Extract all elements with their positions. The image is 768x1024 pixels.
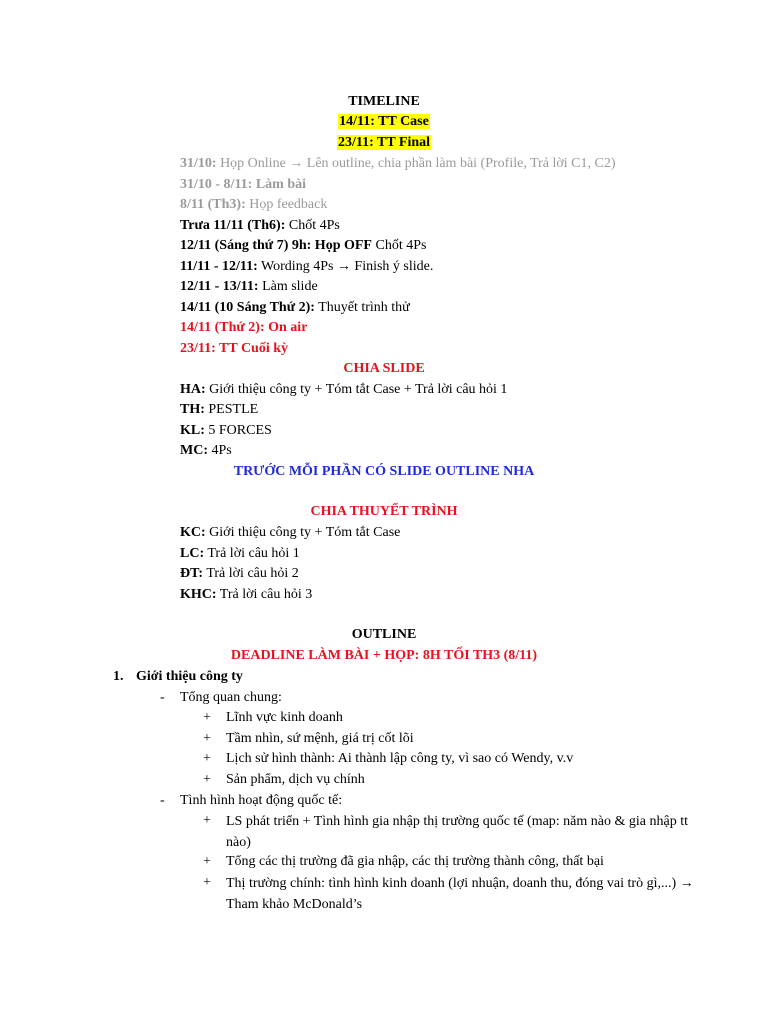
item-label: 31/10: [180,156,217,171]
item-label: HA: [180,382,206,397]
item-text: Giới thiệu công ty + Tóm tắt Case [205,525,401,540]
plus-marker: + [203,731,211,746]
timeline-item-on-air [180,318,307,338]
item-text: Làm bài [252,177,307,192]
sub-item: Tổng quan chung: [180,690,282,705]
item-text: Làm slide [258,279,318,294]
presentation-assignment [180,564,299,584]
chia-slide-title: CHIA SLIDE [343,361,425,376]
presentation-assignment [180,523,400,543]
slide-assignment [180,421,272,441]
item-label: 12/11 (Sáng thứ 7) 9h: Họp OFF [180,238,372,253]
presentation-assignment [180,585,312,605]
slide-assignment [180,441,232,461]
slide-outline-note: TRƯỚC MỖI PHẦN CÓ SLIDE OUTLINE NHA [233,464,535,479]
timeline-item [180,216,340,236]
timeline-item [180,277,318,297]
timeline-item [180,257,433,277]
outline-title: OUTLINE [351,627,417,642]
dash-marker: - [160,793,165,808]
outline-deadline: DEADLINE LÀM BÀI + HỌP: 8H TỐI TH3 (8/11) [230,648,538,663]
outline-bullet: Tầm nhìn, sứ mệnh, giá trị cốt lõi [226,731,414,746]
item-text: Chốt 4Ps [371,238,427,253]
item-label: 31/10 - 8/11: [180,177,253,192]
item-text: Wording 4Ps → Finish ý slide. [257,259,434,274]
timeline-item [180,195,327,215]
item-text: Giới thiệu công ty + Tóm tắt Case + Trả lời câu hỏi 1 [205,382,508,397]
plus-marker: + [203,854,211,869]
timeline-item [180,236,426,256]
timeline-title: TIMELINE [348,94,420,109]
item-text: Chốt 4Ps [285,218,340,233]
item-label: 23/11: TT Cuối kỳ [180,341,289,356]
item-label: KC: [180,525,206,540]
plus-marker: + [203,710,211,725]
highlight-text: 23/11: TT Final [337,135,431,150]
item-label: 8/11 (Th3): [180,197,246,212]
plus-marker: + [203,813,211,828]
item-label: Trưa 11/11 (Th6): [180,218,286,233]
item-text: Họp feedback [245,197,328,212]
outline-bullet: Lĩnh vực kinh doanh [226,710,343,725]
item-label: ĐT: [180,566,204,581]
item-label: KL: [180,423,205,438]
slide-assignment [180,400,258,420]
outline-bullet: Tổng các thị trường đã gia nhập, các thị trường thành công, thất bại [226,854,604,869]
item-label: 12/11 - 13/11: [180,279,259,294]
section-number: 1. [113,669,124,684]
item-label: 14/11 (10 Sáng Thứ 2): [180,300,315,315]
chia-thuyet-trinh-title: CHIA THUYẾT TRÌNH [310,504,458,519]
item-text: 5 FORCES [204,423,272,438]
outline-bullet: Thị trường chính: tình hình kinh doanh (lợi nhuận, doanh thu, đóng vai trò gì,...) → Tham khảo McDonald’s [226,876,694,912]
item-text: Họp Online → Lên outline, chia phần làm bài (Profile, Trả lời C1, C2) [216,156,616,171]
timeline-item [180,154,616,174]
timeline-highlight-2 [0,133,768,153]
slide-assignment [180,380,507,400]
item-text: Trả lời câu hỏi 1 [204,546,300,561]
highlight-text: 14/11: TT Case [339,114,429,129]
presentation-assignment [180,544,300,564]
sub-item: Tình hình hoạt động quốc tế: [180,793,343,808]
outline-bullet: Lịch sử hình thành: Ai thành lập công ty, vì sao có Wendy, v.v [226,751,574,766]
timeline-item [180,298,410,318]
item-label: LC: [180,546,205,561]
item-text: PESTLE [204,402,259,417]
item-text: 4Ps [208,443,232,458]
item-label: 11/11 - 12/11: [180,259,258,274]
timeline-highlight-1 [0,112,768,132]
timeline-item-final [180,339,288,359]
outline-bullet: Sản phẩm, dịch vụ chính [226,772,365,787]
item-text: Trả lời câu hỏi 3 [216,587,313,602]
section-title: Giới thiệu công ty [136,669,243,684]
timeline-item [180,175,306,195]
plus-marker: + [203,875,211,890]
outline-bullet: LS phát triển + Tình hình gia nhập thị trường quốc tế (map: năm nào & gia nhập tt nào) [226,814,688,850]
item-text: Trả lời câu hỏi 2 [203,566,299,581]
plus-marker: + [203,772,211,787]
item-text: Thuyết trình thử [314,300,410,315]
plus-marker: + [203,751,211,766]
item-label: KHC: [180,587,217,602]
item-label: TH: [180,402,205,417]
item-label: MC: [180,443,208,458]
dash-marker: - [160,690,165,705]
item-label: 14/11 (Thứ 2): On air [180,320,308,335]
